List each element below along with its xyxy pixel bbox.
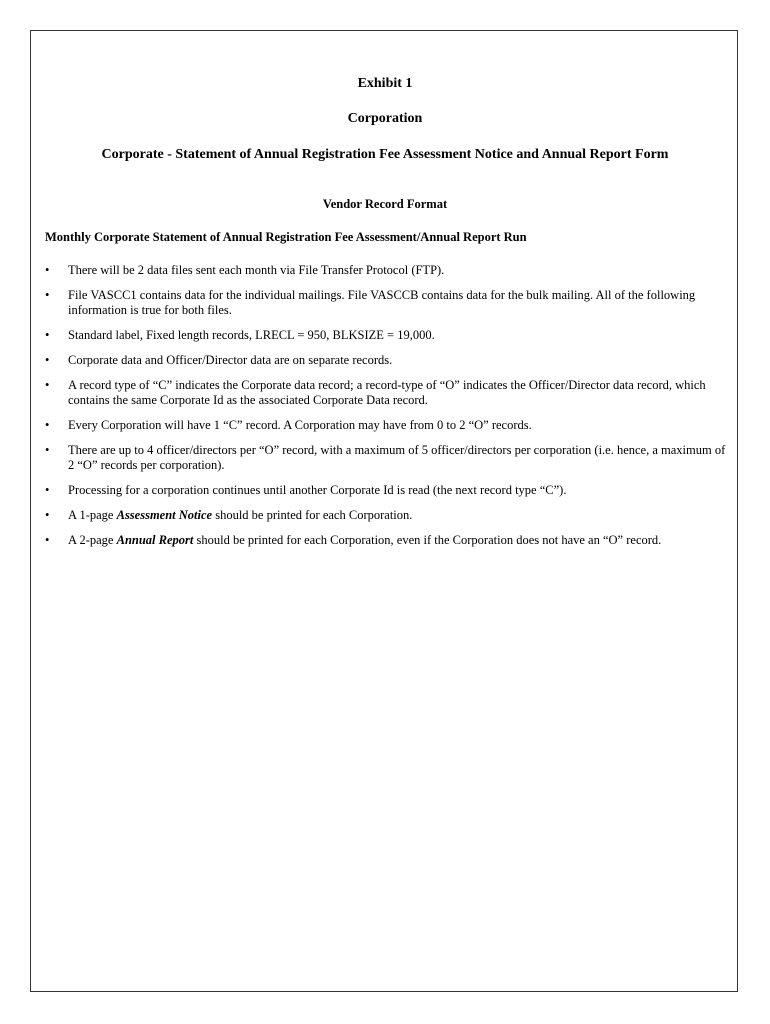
- list-item: [45, 443, 730, 473]
- exhibit-heading: Exhibit 1: [357, 76, 413, 91]
- list-item: [45, 378, 730, 408]
- bullet-icon: •: [45, 508, 50, 522]
- annual-report-emphasis: Annual Report: [116, 533, 194, 547]
- document-subtitle: Vendor Record Format: [322, 197, 448, 211]
- list-item-text: There will be 2 data files sent each month via File Transfer Protocol (FTP).: [68, 263, 445, 277]
- list-item-text: Corporate data and Officer/Director data are on separate records.: [68, 353, 393, 367]
- bullet-icon: •: [45, 378, 50, 392]
- list-item: [45, 533, 730, 548]
- bullet-icon: •: [45, 483, 50, 497]
- bullet-icon: •: [45, 418, 50, 432]
- bullet-icon: •: [45, 328, 50, 342]
- list-item: [45, 288, 730, 318]
- bullet-icon: •: [45, 263, 50, 277]
- section-title: Monthly Corporate Statement of Annual Registration Fee Assessment/Annual Report Run: [45, 230, 527, 244]
- bullet-icon: •: [45, 353, 50, 367]
- list-item: [45, 418, 730, 433]
- list-item-text: Standard label, Fixed length records, LRECL = 950, BLKSIZE = 19,000.: [68, 328, 435, 342]
- bullet-icon: •: [45, 288, 50, 302]
- list-item-text: File VASCC1 contains data for the individual mailings. File VASCCB contains data for the bulk mailing. All of the following information is true for both files.: [68, 288, 696, 317]
- list-item: [45, 263, 730, 278]
- entity-heading: Corporation: [347, 111, 423, 126]
- list-item-text-before: A 1-page: [68, 508, 117, 522]
- document-title: Corporate - Statement of Annual Registration Fee Assessment Notice and Annual Report Form: [101, 147, 669, 162]
- list-item-text: Processing for a corporation continues until another Corporate Id is read (the next record type “C”).: [68, 483, 567, 497]
- list-item-text: Every Corporation will have 1 “C” record. A Corporation may have from 0 to 2 “O” records.: [68, 418, 532, 432]
- assessment-notice-emphasis: Assessment Notice: [116, 508, 213, 522]
- list-item-text-before: A 2-page: [68, 533, 117, 547]
- list-item-text: There are up to 4 officer/directors per “O” record, with a maximum of 5 officer/directors per corporation (i.e. hence, a maximum of 2 “O” records per corporation).: [68, 443, 726, 472]
- bullet-icon: •: [45, 443, 50, 457]
- list-item: [45, 483, 730, 498]
- list-item: [45, 328, 730, 343]
- list-item-text: A record type of “C” indicates the Corporate data record; a record-type of “O” indicates the Officer/Director data record, which contains the same Corporate Id as the associated Corporate Data record.: [68, 378, 706, 407]
- list-item-text-after: should be printed for each Corporation.: [212, 508, 413, 522]
- list-item: [45, 353, 730, 368]
- bullet-list: [45, 263, 730, 558]
- bullet-icon: •: [45, 533, 50, 547]
- list-item-text-after: should be printed for each Corporation, even if the Corporation does not have an “O” record.: [193, 533, 662, 547]
- list-item: [45, 508, 730, 523]
